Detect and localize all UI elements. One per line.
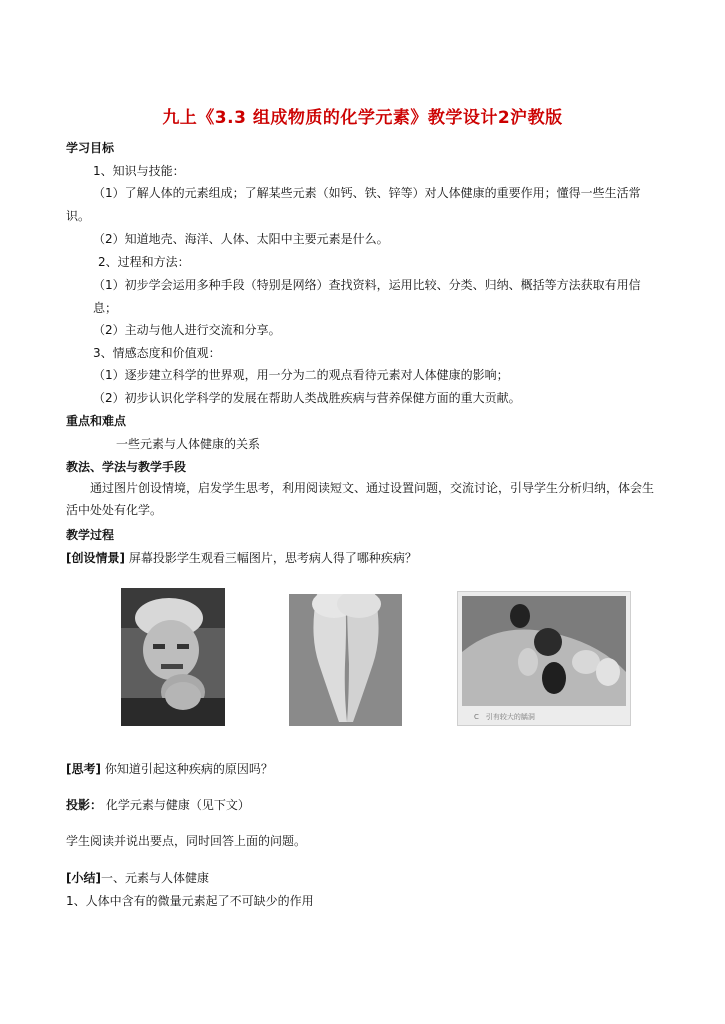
objective-line: （1）逐步建立科学的世界观，用一分为二的观点看待元素对人体健康的影响； [93, 368, 509, 382]
scenario-label: [创设情景] [66, 551, 125, 565]
point-1-text: 1、人体中含有的微量元素起了不可缺少的作用 [66, 894, 314, 908]
summary-text: 一、元素与人体健康 [100, 871, 209, 885]
key-points-text: 一些元素与人体健康的关系 [116, 437, 261, 451]
objective-line: （2）主动与他人进行交流和分享。 [93, 323, 281, 337]
document-title: 九上《3.3 组成物质的化学元素》教学设计2沪教版 [162, 108, 563, 128]
objective-line: 识。 [66, 209, 91, 223]
photo-goiter-patient-icon [121, 588, 225, 726]
think-label: [思考] [66, 762, 101, 776]
projection-text: 化学元素与健康（见下文） [105, 798, 250, 812]
summary-line [66, 870, 209, 886]
objective-line: 息； [93, 301, 118, 315]
objective-line: （2）知道地壳、海洋、人体、太阳中主要元素是什么。 [93, 232, 389, 246]
objective-line: 1、知识与技能： [93, 164, 185, 178]
objective-line: （1）初步学会运用多种手段（特别是网络）查找资料，运用比较、分类、归纳、概括等方法获取有用信 [93, 278, 641, 292]
scenario-text: 屏幕投影学生观看三幅图片，思考病人得了哪种疾病？ [128, 551, 417, 565]
think-text: 你知道引起这种疾病的原因吗？ [104, 762, 273, 776]
projection-label: 投影： [66, 798, 103, 812]
photo-bowed-legs-icon [289, 594, 402, 726]
summary-label: [小结] [66, 871, 101, 885]
scenario-line [66, 550, 417, 566]
photo-dental-caries-icon [457, 591, 631, 726]
objective-line: （2）初步认识化学科学的发展在帮助人类战胜疾病与营养保健方面的重大贡献。 [93, 391, 521, 405]
methods-text: 通过图片创设情境，启发学生思考，利用阅读短文、通过设置问题，交流讨论，引导学生分析归纳，体会生活中处处有化学。 [66, 481, 655, 517]
objective-line: 2、过程和方法： [98, 255, 190, 269]
objective-line: （1）了解人体的元素组成；了解某些元素（如钙、铁、锌等）对人体健康的重要作用；懂得一些生活常 [93, 186, 641, 200]
key-points-heading: 重点和难点 [66, 414, 127, 428]
think-line [66, 761, 273, 777]
objectives-heading: 学习目标 [66, 141, 115, 155]
reading-text: 学生阅读并说出要点，同时回答上面的问题。 [66, 834, 307, 848]
objective-line: 3、情感态度和价值观： [93, 346, 221, 360]
process-heading: 教学过程 [66, 528, 115, 542]
photo-caption: C 引有较大的龋洞 [474, 713, 535, 721]
methods-heading: 教法、学法与教学手段 [66, 460, 187, 474]
projection-line [66, 797, 250, 813]
